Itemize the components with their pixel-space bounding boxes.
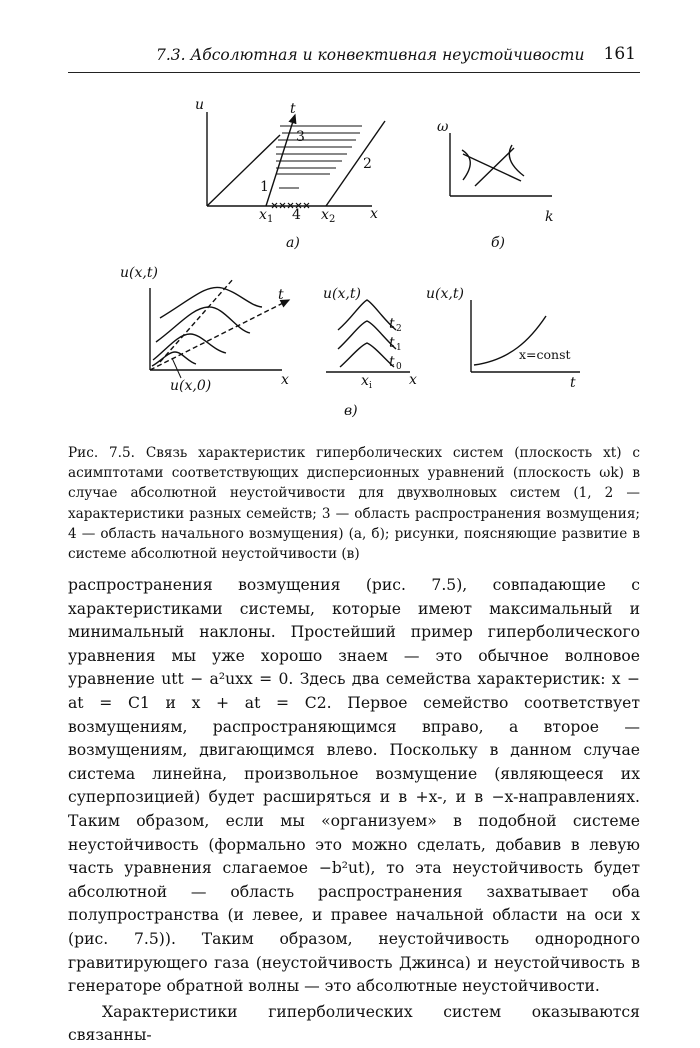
panel-a <box>207 112 385 208</box>
plot2-xi-label: x <box>361 373 369 389</box>
plot2-x-label: x <box>409 372 417 388</box>
panel-a-label: а) <box>286 235 300 251</box>
t2-sub: 2 <box>396 324 402 334</box>
plot1-initial-pointer <box>172 358 181 378</box>
page-number: 161 <box>603 44 636 64</box>
label-4: 4 <box>292 207 301 223</box>
tick-x2-sub: 2 <box>329 214 336 225</box>
plot1-initial-label: u(x,0) <box>170 378 212 394</box>
plot1-ridge <box>160 278 234 362</box>
paragraph-2: Характеристики гиперболических систем оказываются связанны- <box>68 1002 640 1045</box>
label-1: 1 <box>260 179 269 195</box>
wave-profile-3 <box>160 287 262 318</box>
paragraph-1: распространения возмущения (рис. 7.5), совпадающие с характеристиками системы, которые имеют максимальный и минимальный наклоны. Простейший пример гиперболического уравнения мы уже хорошо знаем — это обычное волновое уравнение utt − a²uxx = 0. Здесь два семейства характеристик: x − at = C1 и x + at = C2. Первое семейство соответствует возмущениям, распространяющимся вправо, а второе — возмущениям, двигающимся влево. Поскольку в данном случае система линейна, произвольное возмущение (являющееся их суперпозицией) будет расширяться и в +x-, и в −x-направлениях. Таким образом, если мы «организуем» в подобной системе неустойчивость (формально это можно сделать, добавив в левую часть уравнения слагаемое −b²ut), то эта неустойчивость будет абсолютной — область распространения захватывает оба полупространства (и левее, и правее начальной области на оси x (рис. 7.5)). Таким образом, неустойчивость однородного гравитирующего газа (неустойчивость Джинса) и неустойчивость в генераторе обратной волны — это абсолютные неустойчивости. <box>68 576 640 996</box>
plot2-y-label: u(x,t) <box>323 286 361 302</box>
panel-b-k-label: k <box>545 209 554 225</box>
t2-label: t <box>389 316 395 332</box>
section-title: 7.3. Абсолютная и конвективная неустойчивости <box>156 46 585 64</box>
characteristic-2 <box>326 121 385 206</box>
profile-t2 <box>338 300 396 330</box>
t0-label: t <box>389 354 395 370</box>
plot3-y-label: u(x,t) <box>426 286 464 302</box>
figure-7-5 <box>0 0 700 440</box>
plot3-t-label: t <box>570 375 576 391</box>
plot1-y-label: u(x,t) <box>120 265 158 281</box>
plot2-xi-sub: i <box>369 381 372 391</box>
t0-sub: 0 <box>396 362 402 372</box>
panel-c-plot-1 <box>150 278 289 378</box>
t1-sub: 1 <box>396 343 402 353</box>
plot1-x-label: x <box>281 372 289 388</box>
panel-a-x-label: x <box>370 206 378 222</box>
profile-t0 <box>340 343 394 367</box>
body-text <box>68 574 640 1048</box>
panel-a-t-label: t <box>290 101 296 117</box>
figure-caption <box>68 443 640 564</box>
asymptote-2 <box>475 148 514 186</box>
panel-b-omega-label: ω <box>437 119 449 135</box>
label-3: 3 <box>296 129 305 145</box>
asymptote-1 <box>463 154 521 181</box>
panel-b-label: б) <box>491 235 506 251</box>
t1-label: t <box>389 335 395 351</box>
tick-x1-sub: 1 <box>267 214 274 225</box>
panel-a-u-label: u <box>195 97 205 113</box>
tick-x2: x <box>321 207 329 223</box>
label-2: 2 <box>363 156 372 172</box>
plot3-curve-label: x=const <box>519 347 571 362</box>
tick-x1: x <box>259 207 267 223</box>
profile-t1 <box>338 321 396 349</box>
wave-profile-0 <box>152 352 196 366</box>
caption-text: Рис. 7.5. Связь характеристик гиперболических систем (плоскость xt) с асимптотами соответствующих дисперсионных уравнений (плоскость ωk) в случае абсолютной неустойчивости для двухволновых систем (1, 2 — характеристики разных семейств; 3 — область распространения возмущения; 4 — область начального возмущения) (а, б); рисунки, поясняющие развитие в системе абсолютной неустойчивости (в) <box>68 445 640 563</box>
plot1-t-label: t <box>278 287 284 303</box>
panel-b <box>450 133 552 196</box>
panel-c-label: в) <box>344 403 358 419</box>
